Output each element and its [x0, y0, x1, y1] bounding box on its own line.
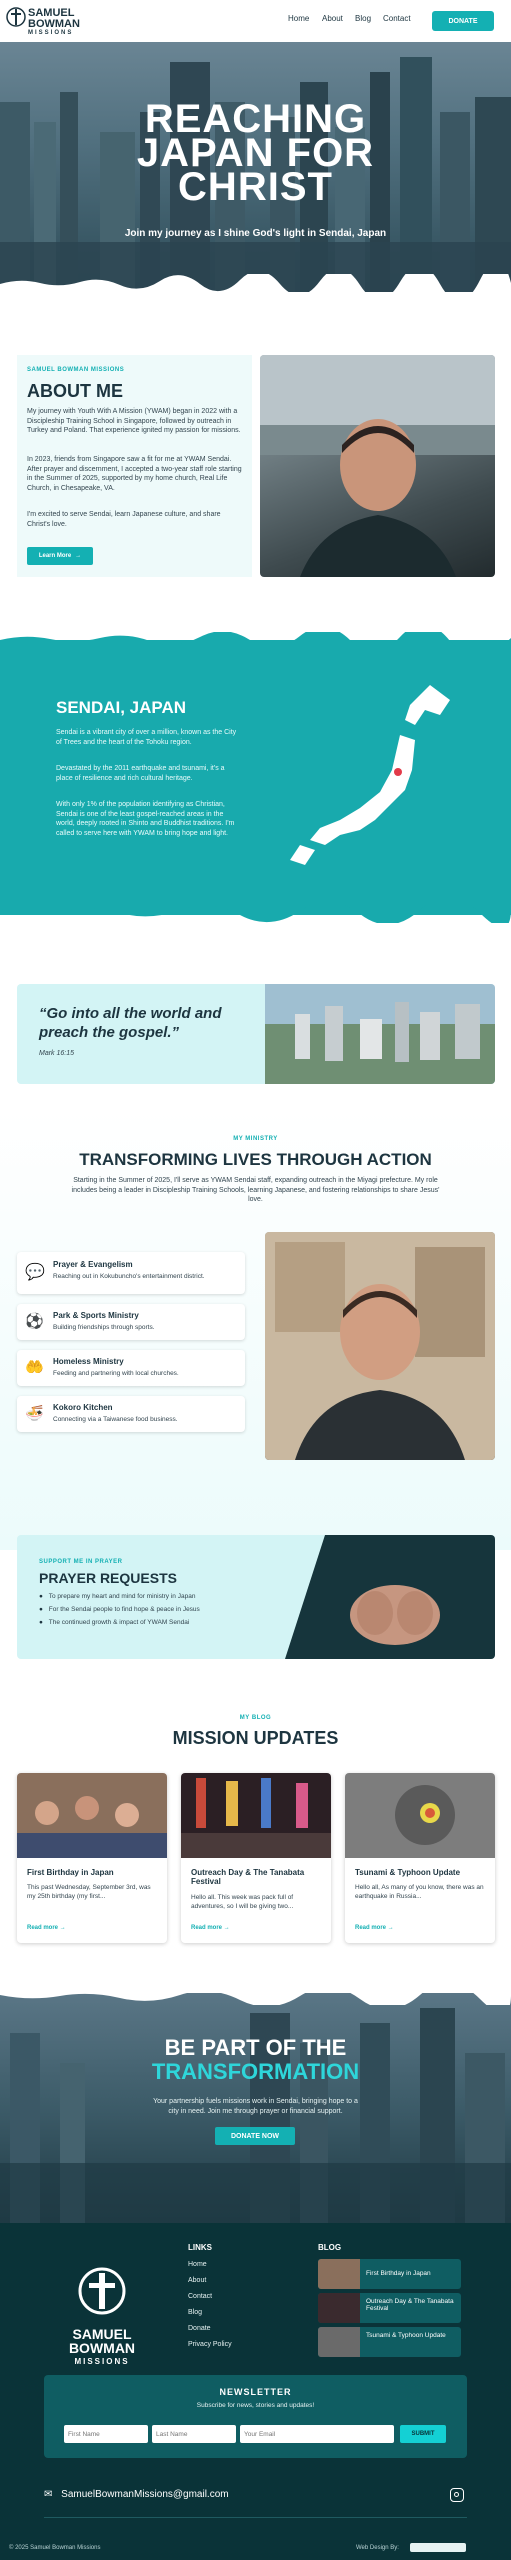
quote-card [17, 984, 495, 1084]
prayer-card [17, 1535, 495, 1659]
prayer-title: PRAYER REQUESTS [39, 1570, 177, 1586]
ministry-photo [265, 1232, 495, 1460]
portrait-photo [260, 355, 495, 577]
torn-edge-divider [0, 274, 511, 292]
logo-icon[interactable] [6, 6, 26, 36]
blog-card[interactable] [17, 1773, 167, 1943]
recent-post-thumb [318, 2327, 360, 2357]
blog-post-excerpt: Hello all, As many of you know, there was an earthquake in Russia... [355, 1884, 484, 1900]
sendai-section [0, 640, 511, 915]
hero-subtitle: Join my journey as I shine God's light in Sendai, Japan [124, 228, 387, 239]
hero-title [0, 97, 511, 209]
arrow-right-icon: → [223, 1925, 230, 1931]
sendai-location-marker [394, 768, 402, 776]
ministry-item [17, 1350, 245, 1386]
blog-image-birthday [17, 1773, 167, 1858]
nav-contact[interactable]: Contact [383, 14, 411, 23]
brand-line2: BOWMAN [28, 18, 80, 30]
blog-post-title[interactable]: Tsunami & Typhoon Update [355, 1868, 461, 1877]
soccer-ball-icon: ⚽ [25, 1313, 44, 1330]
brand-line1: SAMUEL [28, 7, 75, 19]
brand-name[interactable] [28, 8, 80, 30]
ministry-item-desc: Building friendships through sports. [53, 1324, 155, 1331]
blog-title: MISSION UPDATES [172, 1728, 339, 1748]
read-more-link[interactable] [27, 1925, 66, 1931]
check-icon: ● [39, 1606, 43, 1613]
recent-post-title: First Birthday in Japan [366, 2270, 431, 2277]
footer-logo-icon[interactable] [78, 2265, 126, 2325]
nav-about[interactable]: About [322, 14, 343, 23]
web-design-credit: Web Design By: [356, 2545, 399, 2551]
blog-post-excerpt: This past Wednesday, September 3rd, was my 25th birthday (my first... [27, 1884, 151, 1900]
nav-blog[interactable]: Blog [355, 14, 372, 23]
prayer-eyebrow: SUPPORT ME IN PRAYER [39, 1559, 123, 1565]
cta-title-line2: TRANSFORMATION [151, 2059, 360, 2084]
contact-email-text: SamuelBowmanMissions@gmail.com [61, 2489, 229, 2500]
cta-section [0, 1993, 511, 2223]
hero-section [0, 42, 511, 292]
site-header [0, 0, 511, 42]
read-more-label: Read more [191, 1925, 223, 1931]
ministry-item-title: Park & Sports Ministry [53, 1311, 139, 1320]
footer-link-blog[interactable]: Blog [188, 2309, 203, 2316]
footer-blog-title: BLOG [318, 2243, 342, 2252]
footer-link-about[interactable]: About [188, 2277, 207, 2284]
prayer-item [39, 1593, 195, 1600]
about-title: ABOUT ME [27, 381, 123, 401]
recent-post[interactable] [318, 2259, 461, 2289]
mail-icon: ✉ [44, 2489, 53, 2500]
footer-divider [44, 2517, 467, 2518]
sendai-title: SENDAI, JAPAN [56, 698, 187, 717]
ministry-item [17, 1304, 245, 1340]
portrait-image [260, 355, 495, 577]
blog-post-excerpt: Hello all. This week was pack full of adventures, so I will be giving two... [191, 1894, 294, 1910]
donate-button[interactable]: DONATE [432, 11, 494, 31]
footer-brand-name [54, 2327, 150, 2369]
ministry-intro-line2: includes being a leader in Discipleship Training Schools, learning Japanese, and fostering relationships to share Jesus' [71, 1186, 440, 1194]
read-more-label: Read more [355, 1925, 387, 1931]
recent-post[interactable] [318, 2327, 461, 2357]
read-more-link[interactable] [191, 1925, 230, 1931]
email-input[interactable] [240, 2425, 394, 2443]
recent-post-thumb [318, 2293, 360, 2323]
torn-edge-divider [0, 1993, 511, 2005]
hero-title-line2: JAPAN FOR [136, 131, 375, 175]
quote-line1: “Go into all the world and [39, 1005, 222, 1022]
about-paragraph-3: I'm excited to serve Sendai, learn Japanese culture, and share Christ's love. [27, 511, 221, 528]
first-name-input[interactable] [64, 2425, 148, 2443]
quote-reference: Mark 16:15 [39, 1050, 75, 1057]
cta-text-line2: city in need. Join me through prayer or financial support. [168, 2107, 343, 2115]
contact-email[interactable] [44, 2489, 229, 2500]
cta-text-line1: Your partnership fuels missions work in Sendai, bringing hope to a [153, 2098, 358, 2105]
footer-link-donate[interactable]: Donate [188, 2325, 211, 2332]
about-paragraph-1: My journey with Youth With A Mission (YWAM) began in 2022 with a Discipleship Training School in Singapore, followed by outreach in Turkey and Poland. That experience ignited my passion for missions. [27, 408, 241, 434]
ministry-intro-line1: Starting in the Summer of 2025, I'll serve as YWAM Sendai staff, expanding outreach in the Miyagi prefecture. My role [73, 1177, 438, 1184]
newsletter-title: NEWSLETTER [219, 2387, 292, 2397]
footer-brand-line3: MISSIONS [74, 2357, 130, 2366]
footer-brand-line1: SAMUEL [72, 2326, 132, 2342]
ministry-item-desc: Feeding and partnering with local churches. [53, 1370, 179, 1377]
donate-now-button[interactable]: DONATE NOW [215, 2127, 295, 2145]
ministry-item [17, 1396, 245, 1432]
prayer-item [39, 1619, 189, 1626]
quote-line2: preach the gospel.” [39, 1024, 180, 1041]
arrow-right-icon: → [387, 1925, 394, 1931]
blog-image-typhoon [345, 1773, 495, 1858]
sendai-paragraph-2: Devastated by the 2011 earthquake and tsunami, it's a place of resilience and rich cultural heritage. [56, 765, 225, 782]
footer-links-title: LINKS [188, 2243, 212, 2252]
ministry-intro-line3: love. [248, 1196, 263, 1203]
ministry-item-desc: Reaching out in Kokubuncho's entertainment district. [53, 1273, 205, 1280]
read-more-label: Read more [27, 1925, 59, 1931]
torn-edge-top [0, 632, 511, 648]
designer-logo[interactable] [410, 2543, 466, 2552]
prayer-item-text: For the Sendai people to find hope & peace in Jesus [48, 1606, 200, 1613]
submit-button[interactable]: SUBMIT [400, 2425, 446, 2443]
prayer-item-text: To prepare my heart and mind for ministry in Japan [48, 1593, 196, 1600]
newsletter-subtitle: Subscribe for news, stories and updates! [196, 2402, 315, 2409]
footer-brand-line2: BOWMAN [68, 2340, 136, 2356]
ministry-item-title: Homeless Ministry [53, 1357, 124, 1366]
read-more-link[interactable] [355, 1925, 394, 1931]
check-icon: ● [39, 1593, 43, 1600]
instagram-lens [454, 2492, 459, 2497]
about-eyebrow: SAMUEL BOWMAN MISSIONS [27, 367, 125, 373]
ministry-item-title: Prayer & Evangelism [53, 1260, 133, 1269]
check-icon: ● [39, 1619, 43, 1626]
about-card [17, 355, 252, 577]
prayer-item-text: The continued growth & impact of YWAM Sendai [48, 1619, 190, 1626]
footer-link-privacy[interactable]: Privacy Policy [188, 2341, 232, 2348]
city-view-image [265, 984, 495, 1084]
cta-text [0, 2097, 511, 2116]
footer-link-home[interactable]: Home [188, 2261, 207, 2268]
brand-sub: MISSIONS [28, 30, 74, 36]
ministry-item-title: Kokoro Kitchen [53, 1403, 113, 1412]
japan-map-image [280, 680, 460, 870]
ministry-item [17, 1252, 245, 1294]
ministry-portrait-image [265, 1232, 495, 1460]
prayer-item [39, 1606, 200, 1613]
hero-title-line1: REACHING [144, 97, 367, 141]
ministry-intro [40, 1176, 471, 1205]
sendai-paragraph-1: Sendai is a vibrant city of over a million, known as the City of Trees and the heart of the Tohoku region. [56, 729, 237, 746]
blog-image-festival [181, 1773, 331, 1858]
about-paragraph-2: In 2023, friends from Singapore saw a fit for me at YWAM Sendai. After prayer and discernment, I accepted a two-year staff role starting in the Summer of 2025, supported by my home church, Real Life Church, in Chesapeake, VA. [27, 456, 242, 492]
sendai-paragraph-3: With only 1% of the population identifying as Christian, Sendai is one of the least gospel-reached areas in the world, deeply rooted in Shinto and Buddhist traditions. I'm called to serve here with YWAM to bring hope and light. [56, 801, 235, 837]
recent-post-title: Outreach Day & The Tanabata Festival [366, 2298, 454, 2312]
ministry-item-desc: Connecting via a Taiwanese food business. [53, 1416, 178, 1423]
torn-edge-bottom [0, 905, 511, 923]
nav-home[interactable]: Home [288, 14, 310, 23]
blog-card[interactable] [181, 1773, 331, 1943]
recent-post[interactable] [318, 2293, 461, 2323]
arrow-right-icon: → [75, 553, 82, 559]
food-bowl-icon: 🍜 [25, 1405, 44, 1422]
copyright-text: © 2025 Samuel Bowman Missions [9, 2545, 101, 2551]
cta-title-line1: BE PART OF THE [164, 2035, 347, 2060]
blog-post-title[interactable]: Outreach Day & The Tanabata Festival [191, 1868, 305, 1886]
learn-more-button[interactable] [27, 547, 93, 565]
hero-title-line3: CHRIST [178, 165, 333, 209]
blog-eyebrow: MY BLOG [239, 1715, 272, 1721]
helping-hand-icon: 🤲 [25, 1359, 44, 1376]
learn-more-label: Learn More [38, 553, 72, 559]
recent-post-thumb [318, 2259, 360, 2289]
ministry-eyebrow: MY MINISTRY [233, 1136, 278, 1142]
arrow-right-icon: → [59, 1925, 66, 1931]
speech-bubble-icon: 💬 [25, 1264, 45, 1281]
footer-link-contact[interactable]: Contact [188, 2293, 213, 2300]
ministry-title: TRANSFORMING LIVES THROUGH ACTION [79, 1150, 432, 1169]
instagram-icon[interactable] [450, 2488, 464, 2502]
quote-text [39, 1004, 222, 1042]
blog-post-title[interactable]: First Birthday in Japan [27, 1868, 114, 1877]
blog-card[interactable] [345, 1773, 495, 1943]
recent-post-title: Tsunami & Typhoon Update [366, 2332, 446, 2339]
last-name-input[interactable] [152, 2425, 236, 2443]
newsletter-box [44, 2375, 467, 2458]
praying-hands-image [265, 1535, 495, 1659]
